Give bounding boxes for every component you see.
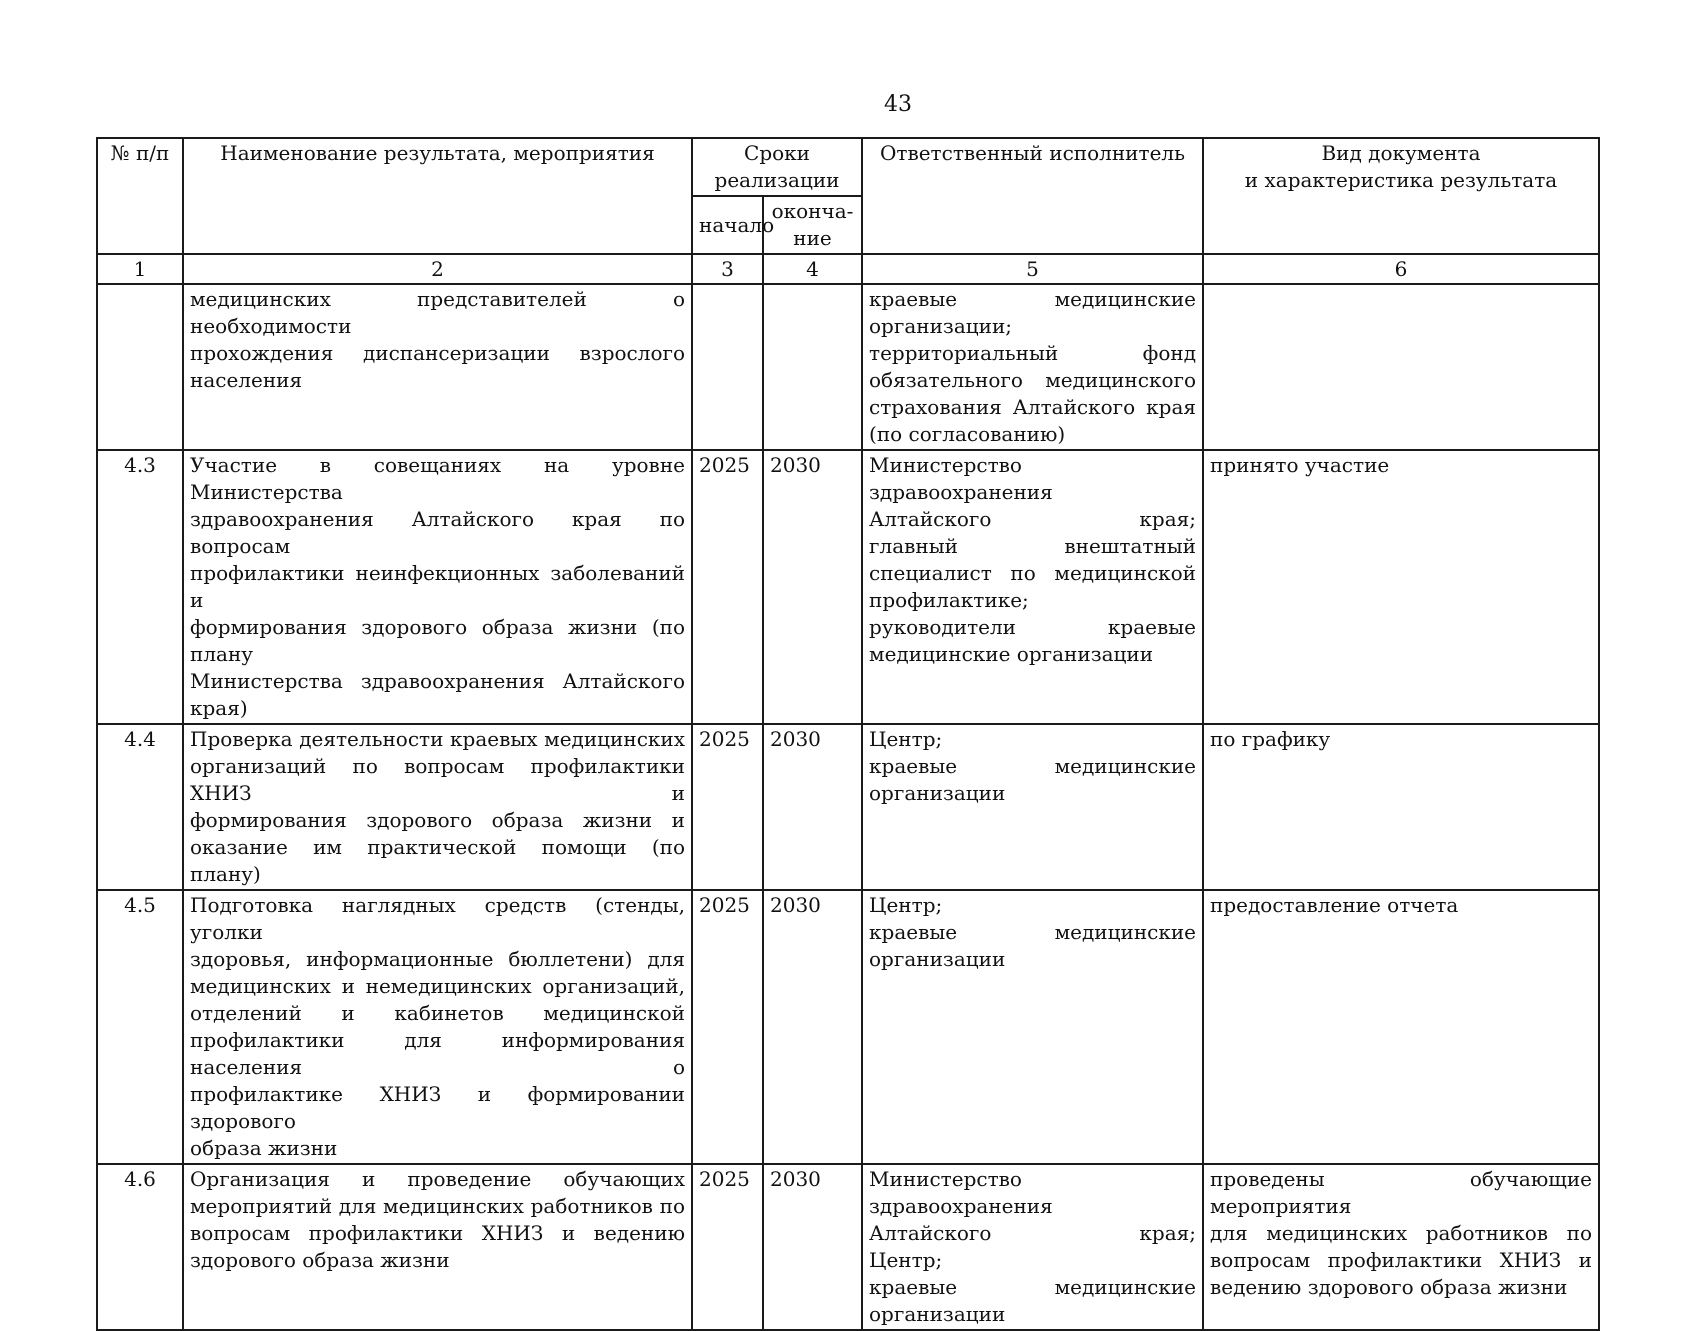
- row-name-line: Подготовка наглядных средств (стенды, уголки: [190, 893, 685, 944]
- column-number-1: 1: [97, 254, 183, 284]
- plan-table: [96, 137, 1600, 1331]
- header-name: Наименование результата, мероприятия: [183, 138, 692, 254]
- row-name-line: мероприятий для медицинских работников по: [190, 1194, 685, 1218]
- row-executor: [862, 1164, 1203, 1330]
- row-result-line: ведению здорового образа жизни: [1210, 1275, 1568, 1299]
- row-name-line: края): [190, 696, 248, 720]
- row-executor-line: Алтайского края;: [869, 1221, 1197, 1245]
- row-name: [183, 450, 692, 724]
- column-number-4: 4: [763, 254, 862, 284]
- table-body: [97, 284, 1599, 1330]
- row-result: [1203, 724, 1599, 890]
- row-result: [1203, 450, 1599, 724]
- table-header: [97, 138, 1599, 284]
- row-number: 4.4: [97, 724, 183, 890]
- header-terms: Сроки реализации: [692, 138, 862, 196]
- row-name-line: здоровья, информационные бюллетени) для: [190, 947, 685, 971]
- row-name: [183, 890, 692, 1164]
- row-executor-line: профилактике;: [869, 588, 1029, 612]
- header-result-line1: Вид документа: [1321, 141, 1481, 165]
- row-number: 4.6: [97, 1164, 183, 1330]
- row-name-line: Министерства здравоохранения Алтайского: [190, 669, 685, 693]
- row-executor-line: страхования Алтайского края: [869, 395, 1197, 419]
- row-name-line: Организация и проведение обучающих: [190, 1167, 685, 1191]
- header-result-line2: и характеристика результата: [1244, 168, 1558, 192]
- row-end-year: 2030: [763, 890, 862, 1164]
- row-executor-line: специалист по медицинской: [869, 561, 1197, 585]
- column-number-3: 3: [692, 254, 763, 284]
- row-name-line: здравоохранения Алтайского края по вопросам: [190, 507, 685, 558]
- row-executor-line: краевые медицинские: [869, 1275, 1197, 1299]
- row-executor-line: Алтайского края;: [869, 507, 1197, 531]
- row-executor-line: Центр;: [869, 893, 943, 917]
- row-name-line: образа жизни: [190, 1136, 338, 1160]
- row-name-line: населения: [190, 368, 303, 392]
- row-name: [183, 284, 692, 450]
- row-result: [1203, 1164, 1599, 1330]
- row-result-line: принято участие: [1210, 453, 1390, 477]
- row-executor-line: краевые медицинские: [869, 754, 1197, 778]
- row-name-line: вопросам профилактики ХНИЗ и ведению: [190, 1221, 685, 1245]
- row-executor-line: территориальный фонд: [869, 341, 1197, 365]
- row-start-year: [692, 284, 763, 450]
- row-executor-line: (по согласованию): [869, 422, 1066, 446]
- header-executor: Ответственный исполнитель: [862, 138, 1203, 254]
- row-result: [1203, 890, 1599, 1164]
- row-executor-line: организации: [869, 947, 1006, 971]
- row-executor-line: краевые медицинские: [869, 920, 1197, 944]
- row-name-line: медицинских представителей о необходимости: [190, 287, 685, 338]
- row-start-year: 2025: [692, 890, 763, 1164]
- row-end-year: 2030: [763, 1164, 862, 1330]
- row-result-line: по графику: [1210, 727, 1331, 751]
- row-end-year: [763, 284, 862, 450]
- row-start-year: 2025: [692, 1164, 763, 1330]
- column-number-5: 5: [862, 254, 1203, 284]
- header-result: [1203, 138, 1599, 254]
- row-name-line: прохождения диспансеризации взрослого: [190, 341, 685, 365]
- column-number-6: 6: [1203, 254, 1599, 284]
- row-executor-line: организации: [869, 781, 1006, 805]
- row-name-line: организаций по вопросам профилактики ХНИЗ и: [190, 754, 685, 805]
- table-row: [97, 890, 1599, 1164]
- row-name-line: здорового образа жизни: [190, 1248, 450, 1272]
- row-number: [97, 284, 183, 450]
- row-name-line: формирования здорового образа жизни (по плану: [190, 615, 685, 666]
- row-result-line: для медицинских работников по: [1210, 1221, 1593, 1245]
- column-number-2: 2: [183, 254, 692, 284]
- row-name-line: Участие в совещаниях на уровне Министерства: [190, 453, 685, 504]
- table-row: [97, 450, 1599, 724]
- row-name-line: Проверка деятельности краевых медицинских: [190, 727, 685, 751]
- row-executor-line: краевые медицинские: [869, 287, 1197, 311]
- row-executor: [862, 890, 1203, 1164]
- row-number: 4.3: [97, 450, 183, 724]
- row-name-line: формирования здорового образа жизни и: [190, 808, 685, 832]
- row-executor-line: организации: [869, 1302, 1006, 1326]
- table-row: [97, 724, 1599, 890]
- row-result-line: вопросам профилактики ХНИЗ и: [1210, 1248, 1593, 1272]
- row-executor-line: медицинские организации: [869, 642, 1154, 666]
- row-name-line: отделений и кабинетов медицинской: [190, 1001, 685, 1025]
- table-row: [97, 1164, 1599, 1330]
- row-executor-line: Министерство здравоохранения: [869, 1167, 1053, 1218]
- row-executor-line: Министерство здравоохранения: [869, 453, 1053, 504]
- row-start-year: 2025: [692, 724, 763, 890]
- row-name: [183, 724, 692, 890]
- header-end: оконча-ние: [763, 196, 862, 254]
- row-executor-line: организации;: [869, 314, 1013, 338]
- row-end-year: 2030: [763, 450, 862, 724]
- row-name: [183, 1164, 692, 1330]
- row-executor: [862, 450, 1203, 724]
- row-executor-line: руководители краевые: [869, 615, 1197, 639]
- row-name-line: профилактики для информирования населения о: [190, 1028, 685, 1079]
- row-name-line: оказание им практической помощи (по плану): [190, 835, 685, 886]
- row-executor-line: Центр;: [869, 1248, 943, 1272]
- table-row: [97, 284, 1599, 450]
- row-name-line: медицинских и немедицинских организаций,: [190, 974, 685, 998]
- row-number: 4.5: [97, 890, 183, 1164]
- row-executor-line: Центр;: [869, 727, 943, 751]
- row-executor: [862, 284, 1203, 450]
- row-end-year: 2030: [763, 724, 862, 890]
- header-number: № п/п: [97, 138, 183, 254]
- header-start: начало: [692, 196, 763, 254]
- row-name-line: профилактики неинфекционных заболеваний и: [190, 561, 685, 612]
- row-executor: [862, 724, 1203, 890]
- row-start-year: 2025: [692, 450, 763, 724]
- row-result-line: проведены обучающие мероприятия: [1210, 1167, 1593, 1218]
- row-executor-line: обязательного медицинского: [869, 368, 1197, 392]
- page-number: 43: [884, 92, 912, 117]
- row-result-line: предоставление отчета: [1210, 893, 1459, 917]
- row-name-line: профилактике ХНИЗ и формировании здорового: [190, 1082, 685, 1133]
- row-executor-line: главный внештатный: [869, 534, 1197, 558]
- row-result: [1203, 284, 1599, 450]
